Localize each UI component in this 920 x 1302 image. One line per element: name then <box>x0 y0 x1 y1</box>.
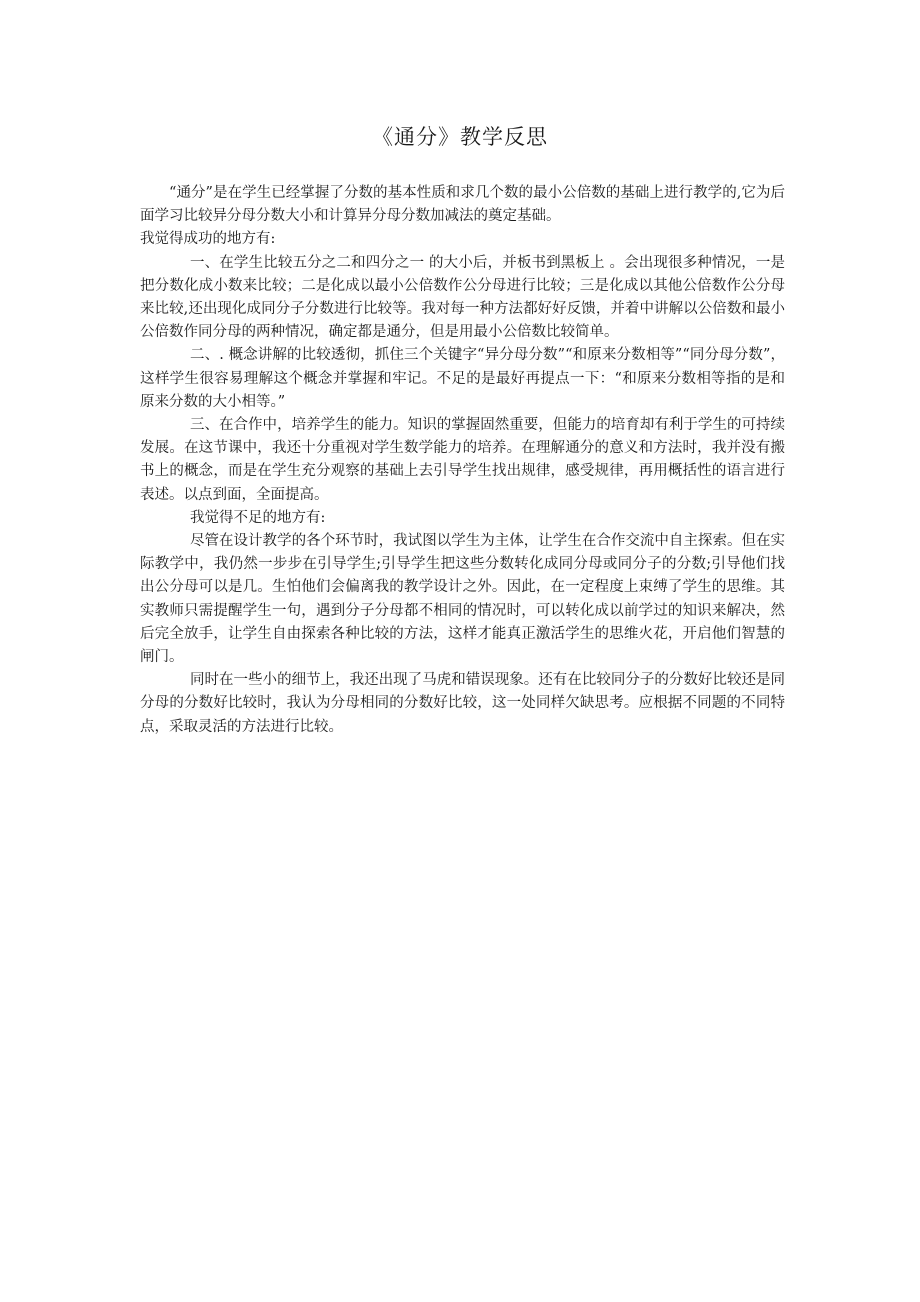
success-point-2: 二、. 概念讲解的比较透彻，抓住三个关键字“异分母分数”“和原来分数相等”“同分母分数”，这样学生很容易理解这个概念并掌握和牢记。不足的是最好再提点一下：“和原来分数相等指的是和原来分数的大小相等。” <box>140 347 785 410</box>
document-title: 《通分》教学反思 <box>372 125 548 149</box>
success-point-1: 一、在学生比较五分之二和四分之一 的大小后，并板书到黑板上 。会出现很多种情况，一是把分数化成小数来比较；二是化成以最小公倍数作公分母进行比较；三是化成以其他公倍数作公分母来比较,还出现化成同分子分数进行比较等。我对每一种方法都好好反馈，并着中讲解以公倍数和最小公倍数作同分母的两种情况，确定都是通分，但是用最小公倍数比较简单。 <box>140 254 785 341</box>
success-heading: 我觉得成功的地方有: <box>140 231 276 248</box>
intro-paragraph: “通分”是在学生已经掌握了分数的基本性质和求几个数的最小公倍数的基础上进行教学的,它为后面学习比较异分母分数大小和计算异分母分数加减法的奠定基础。 <box>140 185 785 225</box>
shortcoming-paragraph-1: 尽管在设计教学的各个环节时，我试图以学生为主体，让学生在合作交流中自主探索。但在实际教学中，我仍然一步步在引导学生;引导学生把这些分数转化成同分母或同分子的分数;引导他们找出公分母可以是几。生怕他们会偏离我的教学设计之外。因此，在一定程度上束缚了学生的思维。其实教师只需提醒学生一句，遇到分子分母都不相同的情况时，可以转化成以前学过的知识来解决，然后完全放手，让学生自由探索各种比较的方法，这样才能真正激活学生的思维火花，开启他们智慧的闸门。 <box>140 533 785 666</box>
shortcoming-heading: 我觉得不足的地方有: <box>190 509 326 526</box>
document-body <box>140 182 785 739</box>
success-point-3: 三、在合作中，培养学生的能力。知识的掌握固然重要，但能力的培育却有利于学生的可持续发展。在这节课中，我还十分重视对学生数学能力的培养。在理解通分的意义和方法时，我并没有搬书上的概念，而是在学生充分观察的基础上去引导学生找出规律，感受规律，再用概括性的语言进行表述。以点到面，全面提高。 <box>140 417 785 503</box>
shortcoming-paragraph-2: 同时在一些小的细节上，我还出现了马虎和错误现象。还有在比较同分子的分数好比较还是同分母的分数好比较时，我认为分母相同的分数好比较，这一处同样欠缺思考。应根据不同题的不同特点，采取灵活的方法进行比较。 <box>140 672 785 735</box>
